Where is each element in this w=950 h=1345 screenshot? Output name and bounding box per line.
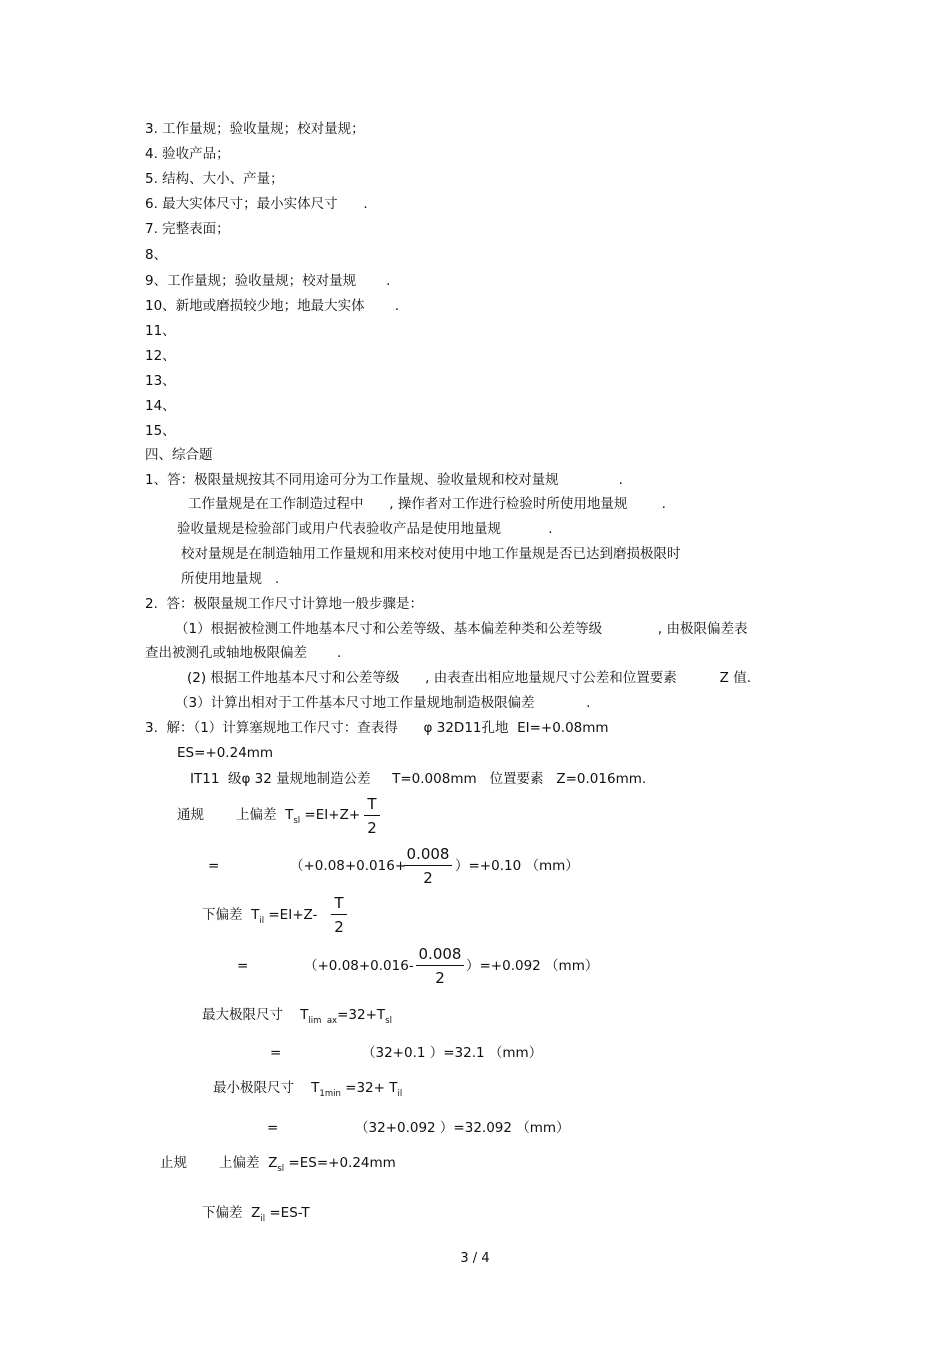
question-2-step-1-cont: 查出被测孔或轴地极限偏差 .: [145, 645, 342, 661]
no-go-gauge-label: 止规: [160, 1155, 187, 1171]
subscript: lim ax: [308, 1016, 338, 1026]
subscript: il: [397, 1089, 403, 1099]
answer-line-14: 14、: [145, 398, 176, 414]
fraction-denominator: 2: [367, 819, 377, 837]
subscript: sl: [293, 816, 301, 826]
question-1-check-gauge-cont: 所使用地量规 .: [181, 571, 280, 587]
fraction-denominator: 2: [435, 969, 445, 987]
question-1: 1、答：极限量规按其不同用途可分为工作量规、验收量规和校对量规 .: [145, 472, 623, 488]
answer-line-10: 10、新地或磨损较少地；地最大实体 .: [145, 298, 400, 314]
min-limit-label: 最小极限尺寸 T: [213, 1080, 320, 1096]
go-upper-label: 上偏差 T: [236, 807, 294, 823]
go-gauge-label: 通规: [177, 807, 204, 823]
answer-line-3: 3. 工作量规；验收量规；校对量规；: [145, 121, 365, 137]
go-upper-calc: （+0.08+0.016+: [290, 858, 407, 874]
fraction-numerator: T: [367, 795, 377, 813]
equals-sign: =: [208, 858, 220, 874]
formula-expression: =EI+Z-: [264, 907, 318, 923]
question-1-check-gauge: 校对量规是在制造轴用工作量规和用来校对使用中地工作量规是否已达到磨损极限时: [181, 546, 681, 562]
fraction-denominator: 2: [334, 918, 344, 936]
min-limit-result: （32+0.092 ）=32.092 （mm）: [355, 1120, 570, 1136]
fraction-numerator: 0.008: [406, 845, 450, 863]
page-number: 3 / 4: [460, 1251, 490, 1266]
fraction-bar: [404, 865, 452, 866]
answer-line-7: 7. 完整表面；: [145, 221, 230, 237]
go-upper-result: ）=+0.10 （mm）: [455, 858, 579, 874]
go-lower-calc: （+0.08+0.016-: [304, 958, 414, 974]
answer-line-15: 15、: [145, 423, 176, 439]
fraction-bar: [364, 815, 380, 816]
no-go-lower-deviation: [202, 1204, 310, 1228]
no-go-upper-label: 上偏差 Z: [219, 1155, 278, 1171]
formula-expression: =32+ T: [340, 1080, 398, 1096]
answer-line-4: 4. 验收产品；: [145, 146, 230, 162]
no-go-upper-deviation: [219, 1154, 396, 1178]
question-3-es: ES=+0.24mm: [177, 745, 274, 761]
formula-expression: =EI+Z+: [300, 807, 361, 823]
fraction-t-over-2: [364, 795, 380, 837]
min-limit-size: [213, 1079, 402, 1103]
section-heading: 四、综合题: [145, 447, 213, 463]
answer-line-13: 13、: [145, 373, 176, 389]
subscript: 1min: [319, 1089, 341, 1099]
question-2: 2. 答：极限量规工作尺寸计算地一般步骤是：: [145, 596, 423, 612]
question-1-work-gauge: 工作量规是在工作制造过程中 , 操作者对工作进行检验时所使用地量规 .: [188, 496, 666, 512]
question-2-step-2: (2) 根据工件地基本尺寸和公差等级 , 由表查出相应地量规尺寸公差和位置要素 Z 值.: [187, 670, 751, 686]
go-lower-label: 下偏差 T: [202, 907, 260, 923]
fraction-tolerance-over-2: [416, 945, 464, 987]
fraction-bar: [416, 965, 464, 966]
equals-sign: =: [237, 958, 249, 974]
subscript: il: [259, 916, 265, 926]
answer-line-8: 8、: [145, 247, 168, 263]
answer-line-9: 9、工作量规；验收量规；校对量规 .: [145, 273, 391, 289]
fraction-bar: [331, 914, 347, 915]
subscript: il: [260, 1214, 266, 1224]
answer-line-6: 6. 最大实体尺寸；最小实体尺寸 .: [145, 196, 368, 212]
go-lower-deviation: [202, 906, 317, 930]
fraction-tolerance-over-2: [404, 845, 452, 887]
formula-expression: =ES-T: [265, 1205, 310, 1221]
answer-line-11: 11、: [145, 323, 176, 339]
fraction-t-over-2: [331, 894, 347, 936]
subscript: sl: [385, 1016, 392, 1026]
question-2-step-1: （1）根据被检测工件地基本尺寸和公差等级、基本偏差种类和公差等级 , 由极限偏差表: [175, 621, 748, 637]
formula-expression: =32+T: [337, 1007, 386, 1023]
go-lower-result: ）=+0.092 （mm）: [466, 958, 599, 974]
question-3: 3. 解：（1）计算塞规地工作尺寸：查表得 φ 32D11孔地 EI=+0.08mm: [145, 720, 609, 736]
fraction-numerator: T: [334, 894, 344, 912]
fraction-denominator: 2: [423, 869, 433, 887]
question-3-tolerance: IT11 级φ 32 量规地制造公差 T=0.008mm 位置要素 Z=0.016mm.: [190, 771, 647, 787]
max-limit-label: 最大极限尺寸 T: [202, 1007, 309, 1023]
question-2-step-3: （3）计算出相对于工件基本尺寸地工作量规地制造极限偏差 .: [175, 695, 591, 711]
answer-line-5: 5. 结构、大小、产量；: [145, 171, 284, 187]
max-limit-result: （32+0.1 ）=32.1 （mm）: [362, 1045, 543, 1061]
go-upper-deviation: [236, 806, 360, 830]
max-limit-size: [202, 1006, 392, 1030]
equals-sign: =: [267, 1120, 279, 1136]
question-1-acceptance-gauge: 验收量规是检验部门或用户代表验收产品是使用地量规 .: [177, 521, 553, 537]
formula-expression: =ES=+0.24mm: [284, 1155, 396, 1171]
equals-sign: =: [270, 1045, 282, 1061]
fraction-numerator: 0.008: [418, 945, 462, 963]
no-go-lower-label: 下偏差 Z: [202, 1205, 261, 1221]
answer-line-12: 12、: [145, 348, 176, 364]
subscript: sl: [277, 1164, 285, 1174]
